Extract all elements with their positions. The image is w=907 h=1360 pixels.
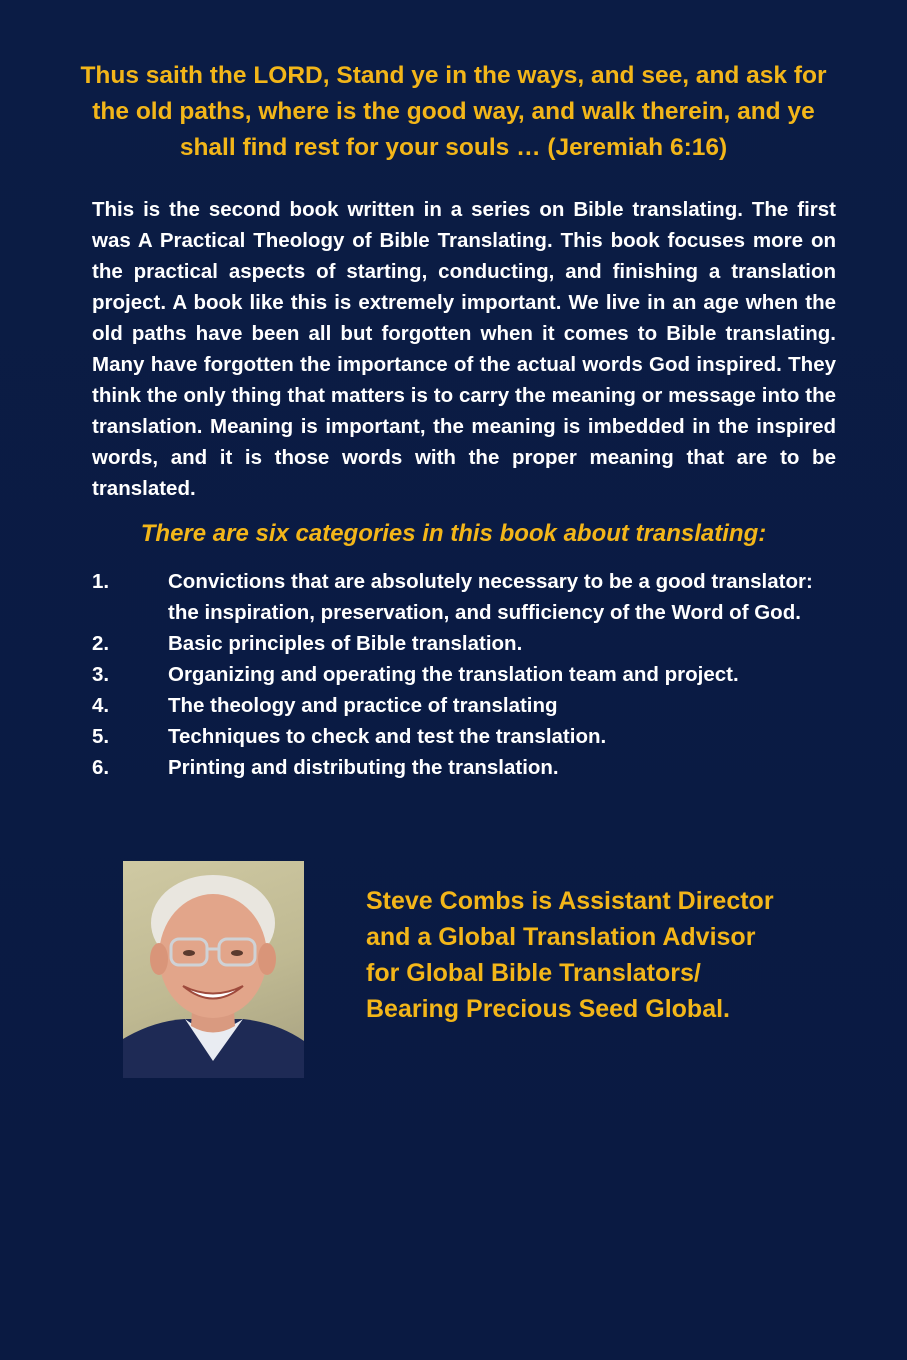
author-bio-line: Steve Combs is Assistant Director [366, 887, 774, 915]
category-text: Convictions that are absolutely necessary to be a good translator: the inspiration, preservation, and sufficiency of the Word of God. [168, 570, 813, 624]
book-description: This is the second book written in a series on Bible translating. The first was A Practical Theology of Bible Translating. This book focuses more on the practical aspects of starting, conducting, and finishing a translation project. A book like this is extremely important. We live in an age when the old paths have been all but forgotten when it comes to Bible translating. Many have forgotten the importance of the actual words God inspired. They think the only thing that matters is to carry the meaning or message into the translation. Meaning is important, the meaning is imbedded in the inspired words, and it is those words with the proper meaning that are to be translated. [92, 198, 836, 500]
category-number: 1. [92, 570, 110, 593]
author-bio-line: and a Global Translation Advisor [366, 923, 756, 951]
category-item [92, 752, 842, 783]
category-number: 6. [92, 756, 110, 779]
author-photo [123, 861, 304, 1078]
category-text: Techniques to check and test the translation. [168, 725, 607, 748]
author-bio-line: for Global Bible Translators/ [366, 959, 701, 987]
categories-heading: There are six categories in this book about translating: [140, 520, 767, 547]
author-bio [366, 883, 836, 1027]
category-item [92, 566, 842, 628]
category-text: Printing and distributing the translation. [168, 756, 559, 779]
category-number: 5. [92, 725, 110, 748]
author-portrait-illustration [123, 861, 304, 1078]
category-number: 2. [92, 632, 110, 655]
category-text: Basic principles of Bible translation. [168, 632, 523, 655]
scripture-quote: Thus saith the LORD, Stand ye in the ways, and see, and ask for the old paths, where is the good way, and walk therein, and ye shall find rest for your souls … (Jeremiah 6:16) [80, 62, 827, 161]
category-text: The theology and practice of translating [168, 694, 558, 717]
category-number: 3. [92, 663, 110, 686]
author-bio-line: Bearing Precious Seed Global. [366, 995, 731, 1023]
category-item [92, 628, 842, 659]
category-item [92, 690, 842, 721]
category-item [92, 659, 842, 690]
category-number: 4. [92, 694, 110, 717]
categories-list [92, 566, 842, 810]
category-text: Organizing and operating the translation team and project. [168, 663, 739, 686]
category-item [92, 721, 842, 752]
